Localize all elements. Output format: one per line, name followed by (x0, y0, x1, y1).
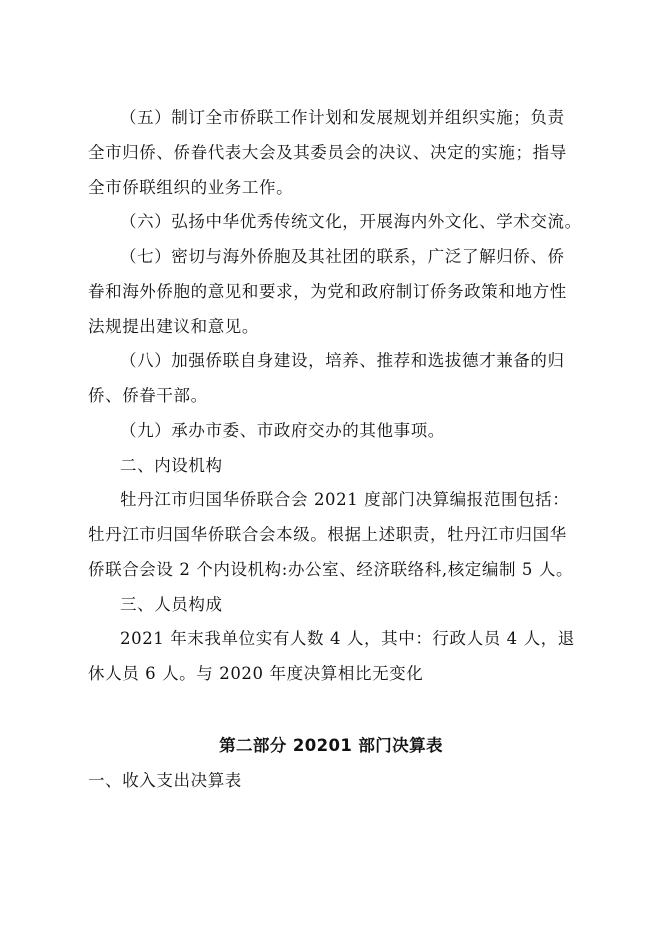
text-line: 牡丹江市归国华侨联合会 2021 度部门决算编报范围包括： (120, 490, 570, 509)
section-heading: 三、人员构成 (120, 595, 223, 614)
text-line: 侨联合会设 2 个内设机构:办公室、经济联络科,核定编制 5 人。 (88, 560, 574, 579)
text-line: （九）承办市委、市政府交办的其他事项。 (120, 421, 445, 440)
text-line: 全市归侨、侨眷代表大会及其委员会的决议、决定的实施；指导 (88, 143, 567, 162)
subsection-heading: 一、收入支出决算表 (88, 771, 242, 790)
part-title: 第二部分 20201 部门决算表 (219, 736, 443, 755)
text-line: 全市侨联组织的业务工作。 (88, 178, 294, 197)
text-line: 休人员 6 人。与 2020 年度决算相比无变化 (88, 664, 424, 683)
text-line: 法规提出建议和意见。 (88, 317, 259, 336)
text-line: （五）制订全市侨联工作计划和发展规划并组织实施；负责 (120, 108, 565, 127)
text-line: 眷和海外侨胞的意见和要求，为党和政府制订侨务政策和地方性 (88, 282, 567, 301)
text-line: （六）弘扬中华优秀传统文化，开展海内外文化、学术交流。 (120, 212, 582, 231)
text-line: （七）密切与海外侨胞及其社团的联系，广泛了解归侨、侨 (120, 247, 565, 266)
section-heading: 二、内设机构 (120, 456, 223, 475)
text-line: 2021 年末我单位实有人数 4 人，其中：行政人员 4 人，退 (120, 629, 575, 648)
text-line: 侨、侨眷干部。 (88, 386, 208, 405)
text-line: （八）加强侨联自身建设，培养、推荐和选拔德才兼备的归 (120, 351, 565, 370)
text-line: 牡丹江市归国华侨联合会本级。根据上述职责，牡丹江市归国华 (88, 525, 567, 544)
